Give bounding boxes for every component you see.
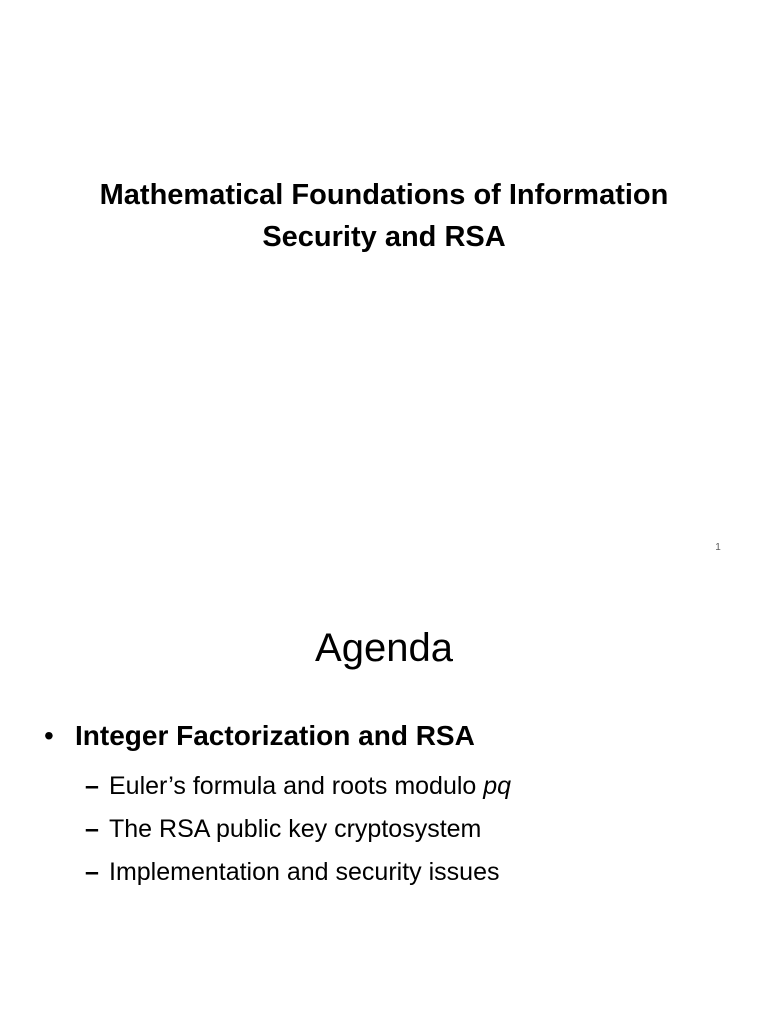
dash-marker: – — [85, 772, 99, 800]
agenda-title: Agenda — [315, 626, 453, 670]
presentation-title — [40, 174, 728, 258]
sub-bullet-text: The RSA public key cryptosystem — [109, 815, 482, 843]
slide-number: 1 — [715, 542, 721, 553]
sub-bullet-list — [85, 765, 511, 894]
bullet-text: Integer Factorization and RSA — [75, 720, 475, 751]
sub-bullet-item — [85, 808, 511, 851]
sub-bullet-text-plain: Euler’s formula and roots modulo — [109, 772, 484, 800]
bullet-marker: • — [44, 720, 54, 751]
dash-marker: – — [85, 858, 99, 886]
sub-bullet-text — [109, 765, 511, 808]
dash-marker: – — [85, 815, 99, 843]
sub-bullet-item — [85, 765, 511, 808]
agenda-slide — [0, 576, 768, 1024]
title-line-2: Security and RSA — [262, 221, 506, 253]
bullet-item — [44, 718, 475, 754]
sub-bullet-text: Implementation and security issues — [109, 858, 500, 886]
sub-bullet-text-emphasis: pq — [483, 772, 512, 800]
title-line-1: Mathematical Foundations of Information — [99, 179, 669, 211]
sub-bullet-item — [85, 851, 511, 894]
